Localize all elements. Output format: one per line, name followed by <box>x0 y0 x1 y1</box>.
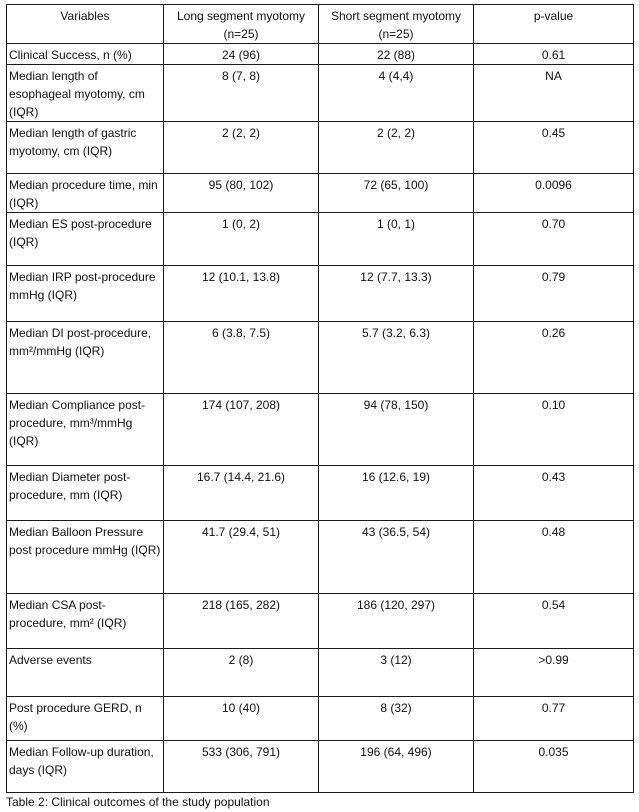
table-row <box>7 322 634 394</box>
header-long-title: Long segment myotomy <box>176 9 306 23</box>
row-p-value: 0.43 <box>474 466 634 521</box>
row-variable: Median length of esophageal myotomy, cm (IQR) <box>7 65 164 122</box>
table-caption: Table 2: Clinical outcomes of the study population <box>6 795 270 809</box>
row-short-value: 1 (0, 1) <box>319 213 474 266</box>
row-short-value: 2 (2, 2) <box>319 122 474 174</box>
row-long-value: 533 (306, 791) <box>164 741 319 793</box>
row-short-value: 16 (12.6, 19) <box>319 466 474 521</box>
row-p-value: >0.99 <box>474 649 634 697</box>
row-p-value: 0.26 <box>474 322 634 394</box>
row-long-value: 24 (96) <box>164 44 319 65</box>
header-long-segment <box>164 5 319 44</box>
row-short-value: 3 (12) <box>319 649 474 697</box>
table-row <box>7 741 634 793</box>
table-row <box>7 266 634 322</box>
table-row <box>7 44 634 65</box>
table-row <box>7 394 634 466</box>
row-p-value: 0.79 <box>474 266 634 322</box>
row-short-value: 12 (7.7, 13.3) <box>319 266 474 322</box>
table-row <box>7 697 634 741</box>
row-p-value: NA <box>474 65 634 122</box>
row-variable: Median DI post-procedure, mm²/mmHg (IQR) <box>7 322 164 394</box>
row-short-value: 196 (64, 496) <box>319 741 474 793</box>
row-short-value: 94 (78, 150) <box>319 394 474 466</box>
row-long-value: 16.7 (14.4, 21.6) <box>164 466 319 521</box>
header-short-title: Short segment myotomy <box>330 9 462 23</box>
row-long-value: 95 (80, 102) <box>164 174 319 213</box>
row-variable: Median length of gastric myotomy, cm (IQR) <box>7 122 164 174</box>
row-p-value: 0.48 <box>474 521 634 594</box>
row-variable: Post procedure GERD, n (%) <box>7 697 164 741</box>
row-variable: Median Follow-up duration, days (IQR) <box>7 741 164 793</box>
row-long-value: 1 (0, 2) <box>164 213 319 266</box>
header-row <box>7 5 634 44</box>
row-variable: Median IRP post-procedure mmHg (IQR) <box>7 266 164 322</box>
table-row <box>7 213 634 266</box>
row-long-value: 2 (2, 2) <box>164 122 319 174</box>
header-short-n: (n=25) <box>378 27 414 41</box>
header-variables: Variables <box>7 5 164 44</box>
row-p-value: 0.10 <box>474 394 634 466</box>
header-long-n: (n=25) <box>223 27 259 41</box>
row-p-value: 0.035 <box>474 741 634 793</box>
row-long-value: 12 (10.1, 13.8) <box>164 266 319 322</box>
row-long-value: 218 (165, 282) <box>164 594 319 649</box>
table-row <box>7 65 634 122</box>
row-short-value: 22 (88) <box>319 44 474 65</box>
row-short-value: 5.7 (3.2, 6.3) <box>319 322 474 394</box>
row-p-value: 0.61 <box>474 44 634 65</box>
row-variable: Median procedure time, min (IQR) <box>7 174 164 213</box>
row-long-value: 10 (40) <box>164 697 319 741</box>
table-row <box>7 649 634 697</box>
row-p-value: 0.54 <box>474 594 634 649</box>
table-row <box>7 466 634 521</box>
table-row <box>7 174 634 213</box>
row-p-value: 0.77 <box>474 697 634 741</box>
row-short-value: 4 (4,4) <box>319 65 474 122</box>
row-p-value: 0.70 <box>474 213 634 266</box>
row-short-value: 8 (32) <box>319 697 474 741</box>
row-variable: Median Diameter post-procedure, mm (IQR) <box>7 466 164 521</box>
row-variable: Median Compliance post-procedure, mm³/mmHg (IQR) <box>7 394 164 466</box>
row-p-value: 0.0096 <box>474 174 634 213</box>
header-short-segment <box>319 5 474 44</box>
row-variable: Adverse events <box>7 649 164 697</box>
row-p-value: 0.45 <box>474 122 634 174</box>
row-long-value: 6 (3.8, 7.5) <box>164 322 319 394</box>
row-long-value: 41.7 (29.4, 51) <box>164 521 319 594</box>
row-long-value: 8 (7, 8) <box>164 65 319 122</box>
clinical-outcomes-table <box>6 4 634 793</box>
row-variable: Median Balloon Pressure post procedure mmHg (IQR) <box>7 521 164 594</box>
row-variable: Median CSA post-procedure, mm² (IQR) <box>7 594 164 649</box>
row-short-value: 72 (65, 100) <box>319 174 474 213</box>
table-row <box>7 122 634 174</box>
row-long-value: 174 (107, 208) <box>164 394 319 466</box>
row-short-value: 186 (120, 297) <box>319 594 474 649</box>
row-short-value: 43 (36.5, 54) <box>319 521 474 594</box>
row-long-value: 2 (8) <box>164 649 319 697</box>
row-variable: Median ES post-procedure (IQR) <box>7 213 164 266</box>
table-row <box>7 594 634 649</box>
row-variable: Clinical Success, n (%) <box>7 44 164 65</box>
header-p-value: p-value <box>474 5 634 44</box>
table-row <box>7 521 634 594</box>
